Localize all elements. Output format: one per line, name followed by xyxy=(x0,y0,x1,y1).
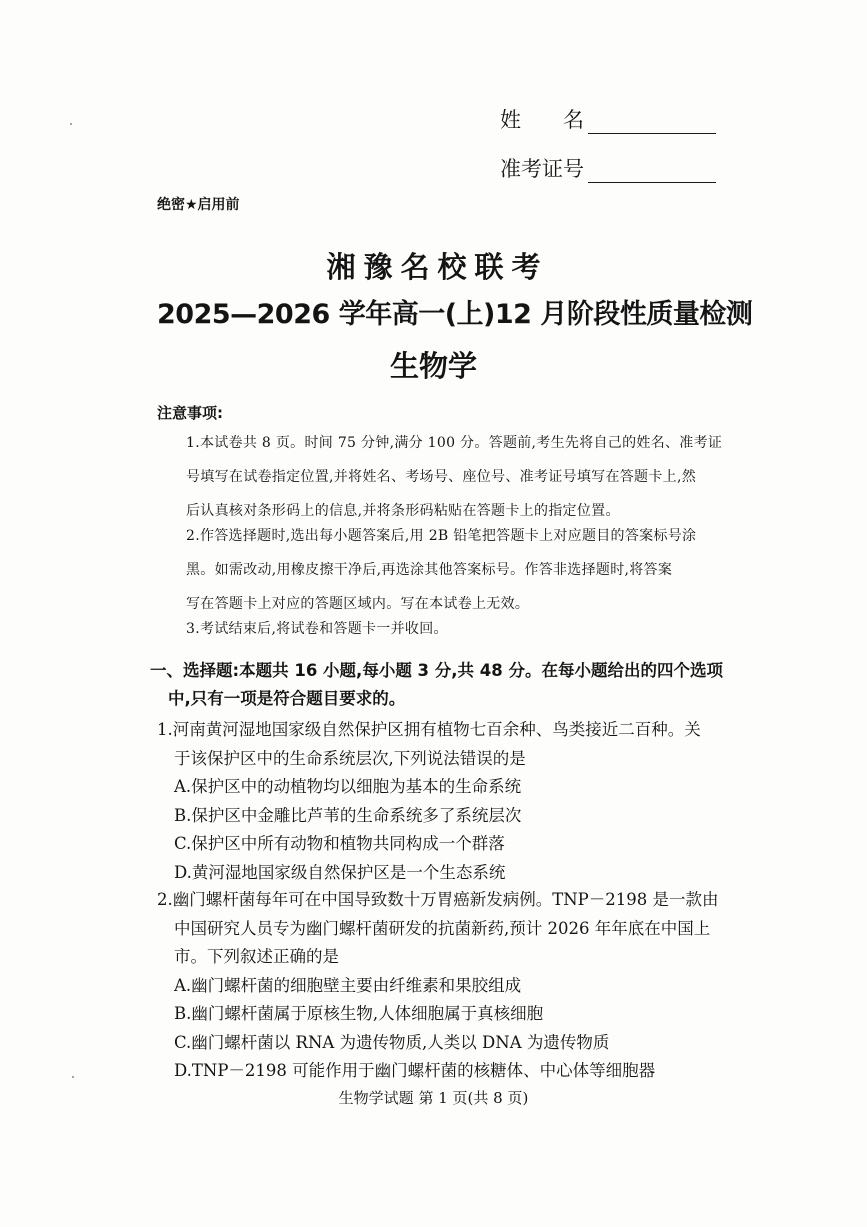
page-footer: 生物学试题 第 1 页(共 8 页) xyxy=(338,1089,529,1107)
secret-mark: 绝密★启用前 xyxy=(157,197,240,213)
scan-speck xyxy=(72,1076,74,1078)
notice-line: 写在答题卡上对应的答题区域内。写在本试卷上无效。 xyxy=(186,596,530,612)
option-b: B.幽门螺杆菌属于原核生物,人体细胞属于真核细胞 xyxy=(174,1004,544,1023)
exam-title-organizer: 湘豫名校联考 xyxy=(326,250,549,284)
question-stem: 1.河南黄河湿地国家级自然保护区拥有植物七百余种、鸟类接近二百种。关 xyxy=(157,720,701,739)
exam-no-field-row xyxy=(500,155,716,183)
exam-title-subject: 生物学 xyxy=(389,349,477,383)
option-a: A.保护区中的动植物均以细胞为基本的生命系统 xyxy=(174,777,522,796)
question-stem: 市。下列叙述正确的是 xyxy=(174,947,339,966)
exam-no-label: 准考证号 xyxy=(500,157,584,181)
notice-line: 后认真核对条形码上的信息,并将条形码粘贴在答题卡上的指定位置。 xyxy=(186,503,620,519)
notice-heading: 注意事项: xyxy=(157,404,223,422)
exam-no-blank-line xyxy=(588,158,716,183)
notice-line: 3.考试结束后,将试卷和答题卡一并收回。 xyxy=(186,621,448,637)
option-a: A.幽门螺杆菌的细胞壁主要由纤维素和果胶组成 xyxy=(174,975,522,995)
question-stem: 2.幽门螺杆菌每年可在中国导致数十万胃癌新发病例。TNP－2198 是一款由 xyxy=(157,890,719,909)
section-heading xyxy=(150,657,735,713)
notice-item-3 xyxy=(186,612,726,646)
question-2 xyxy=(157,886,732,1086)
option-d: D.黄河湿地国家级自然保护区是一个生态系统 xyxy=(174,862,506,882)
option-c: C.幽门螺杆菌以 RNA 为遗传物质,人类以 DNA 为遗传物质 xyxy=(174,1032,610,1052)
exam-title-term: 2025—2026 学年高一(上)12 月阶段性质量检测 xyxy=(157,299,753,330)
question-stem: 中国研究人员专为幽门螺杆菌研发的抗菌新药,预计 2026 年年底在中国上 xyxy=(174,918,711,938)
question-1 xyxy=(157,716,732,887)
name-blank-line xyxy=(588,109,716,134)
option-c: C.保护区中所有动物和植物共同构成一个群落 xyxy=(174,834,505,853)
notice-item-1 xyxy=(186,426,726,528)
section-heading-line: 中,只有一项是符合题目要求的。 xyxy=(168,689,406,708)
name-field-row xyxy=(500,106,716,134)
notice-item-2 xyxy=(186,519,726,621)
notice-line: 黑。如需改动,用橡皮擦干净后,再选涂其他答案标号。作答非选择题时,将答案 xyxy=(186,562,673,578)
option-b: B.保护区中金雕比芦苇的生命系统多了系统层次 xyxy=(174,805,522,825)
notice-line: 1.本试卷共 8 页。时间 75 分钟,满分 100 分。答题前,考生先将自己的姓名、准考证 xyxy=(186,435,723,451)
name-label: 姓 名 xyxy=(500,108,584,132)
section-heading-line: 一、选择题:本题共 16 小题,每小题 3 分,共 48 分。在每小题给出的四个选项 xyxy=(150,661,724,680)
question-stem: 于该保护区中的生命系统层次,下列说法错误的是 xyxy=(174,748,526,768)
scan-speck xyxy=(70,123,72,125)
notice-line: 号填写在试卷指定位置,并将姓名、考场号、座位号、准考证号填写在答题卡上,然 xyxy=(186,469,696,485)
notice-line: 2.作答选择题时,选出每小题答案后,用 2B 铅笔把答题卡上对应题目的答案标号涂 xyxy=(186,528,697,544)
option-d: D.TNP－2198 可能作用于幽门螺杆菌的核糖体、中心体等细胞器 xyxy=(174,1061,656,1080)
